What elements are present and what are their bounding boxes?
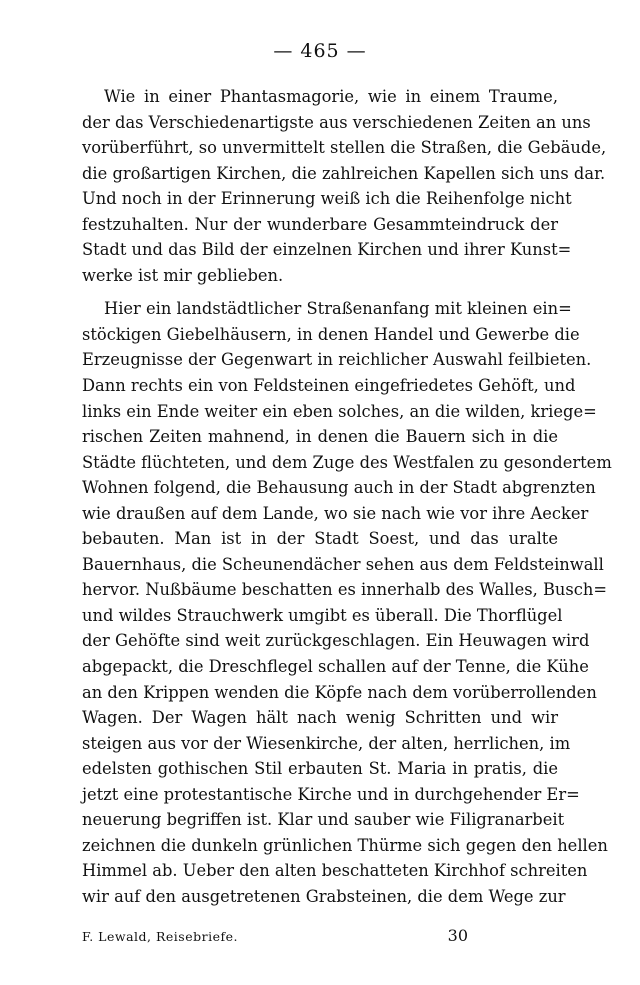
text-line: die großartigen Kirchen, die zahlreichen Kapellen sich uns dar. [82,163,606,183]
text-line: Himmel ab. Ueber den alten beschatteten Kirchhof schreiten [82,861,588,881]
page-number: — 465 — [273,40,367,62]
sheet-number: 30 [447,926,468,945]
text-line: an den Krippen wenden die Köpfe nach dem vorüberrollenden [82,682,597,702]
text-line: zeichnen die dunkeln grünlichen Thürme sich gegen den hellen [82,835,608,855]
text-line: Hier ein landstädtlicher Straßenanfang mit kleinen ein= [104,299,572,319]
paragraph-2 [82,296,612,909]
text-line: Wohnen folgend, die Behausung auch in der Stadt abgrenzten [82,478,596,498]
text-line: wie draußen auf dem Lande, wo sie nach wie vor ihre Aecker [82,503,589,523]
text-line: Und noch in der Erinnerung weiß ich die Reihenfolge nicht [82,189,572,209]
text-line: Dann rechts ein von Feldsteinen eingefriedetes Gehöft, und [82,376,576,396]
text-line: abgepackt, die Dreschflegel schallen auf der Tenne, die Kühe [82,657,589,677]
text-line: steigen aus vor der Wiesenkirche, der alten, herrlichen, im [82,733,571,753]
text-line: Erzeugnisse der Gegenwart in reichlicher Auswahl feilbieten. [82,350,592,370]
text-line: der das Verschiedenartigste aus verschiedenen Zeiten an uns [82,112,591,132]
text-line: und wildes Strauchwerk umgibt es überall. Die Thorflügel [82,605,563,625]
text-line: hervor. Nußbäume beschatten es innerhalb des Walles, Busch= [82,580,608,600]
text-line: neuerung begriffen ist. Klar und sauber wie Filigranarbeit [82,810,565,830]
page-footer [82,926,558,945]
paragraph-1 [82,84,607,288]
text-line: festzuhalten. Nur der wunderbare Gesammteindruck der [82,214,558,234]
text-line: Stadt und das Bild der einzelnen Kirchen und ihrer Kunst= [82,240,572,260]
body-text [82,84,612,910]
text-line: Wagen. Der Wagen hält nach wenig Schritten und wir [82,708,558,728]
text-line: vorüberführt, so unvermittelt stellen die Straßen, die Gebäude, [82,138,607,158]
text-line: Wie in einer Phantasmagorie, wie in einem Traume, [104,87,558,106]
text-line: stöckigen Giebelhäusern, in denen Handel und Gewerbe die [82,324,580,344]
text-line: Bauernhaus, die Scheunendächer sehen aus dem Feldsteinwall [82,554,604,574]
text-line: edelsten gothischen Stil erbauten St. Maria in pratis, die [82,759,558,779]
text-line: links ein Ende weiter ein eben solches, an die wilden, kriege= [82,401,597,421]
signature-line: F. Lewald, Reisebriefe. [82,929,238,944]
text-line: jetzt eine protestantische Kirche und in durchgehender Er= [82,784,580,804]
text-line: rischen Zeiten mahnend, in denen die Bauern sich in die [82,427,558,447]
text-line: werke ist mir geblieben. [82,265,284,285]
text-line: Städte flüchteten, und dem Zuge des Westfalen zu gesondertem [82,452,612,472]
text-line: bebauten. Man ist in der Stadt Soest, und das uralte [82,529,558,549]
text-line: der Gehöfte sind weit zurückgeschlagen. Ein Heuwagen wird [82,631,590,651]
text-line: wir auf den ausgetretenen Grabsteinen, die dem Wege zur [82,886,566,906]
